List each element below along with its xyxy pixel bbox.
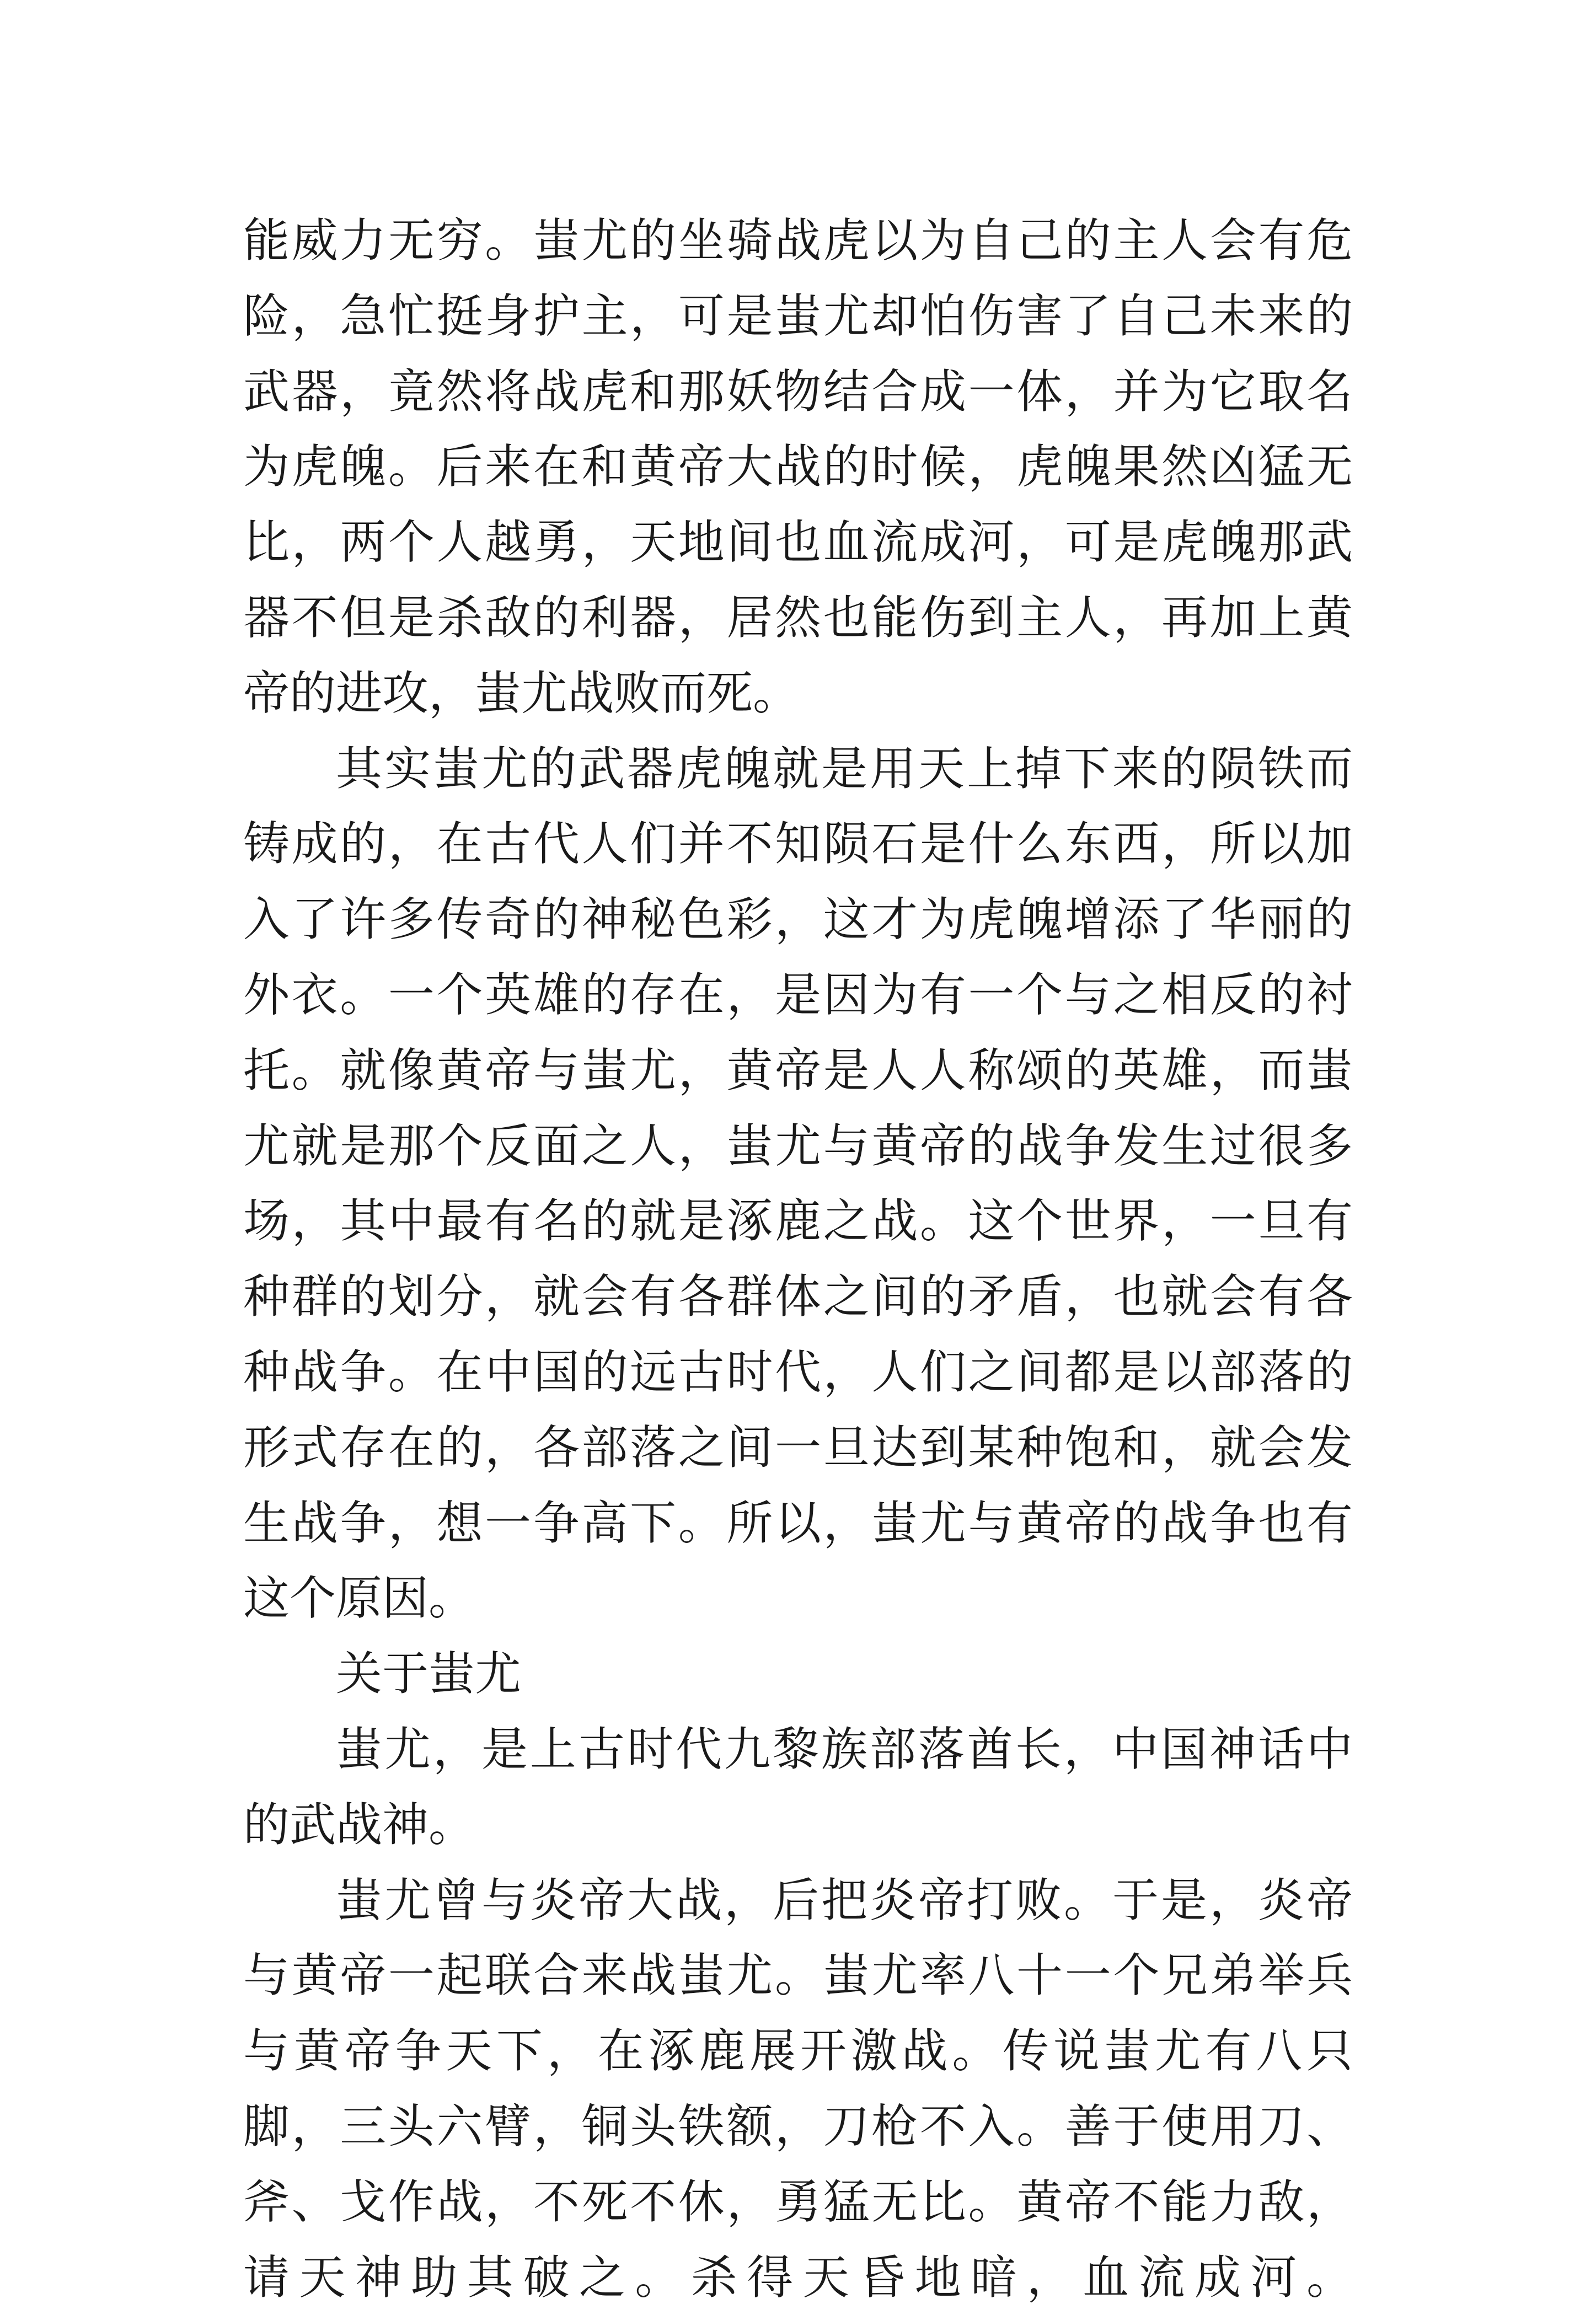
document-body: [243, 203, 1353, 2315]
paragraph-3: 蚩尤，是上古时代九黎族部落酋长，中国神话中的武战神。: [243, 1722, 1353, 1852]
paragraph-4: 蚩尤曾与炎帝大战，后把炎帝打败。于是，炎帝与黄帝一起联合来战蚩尤。蚩尤率八十一个兄弟举兵与黄帝争天下，在涿鹿展开激战。传说蚩尤有八只脚，三头六臂，铜头铁额，刀枪不入。善于使用刀、斧、戈作战，不死不休，勇猛无比。黄帝不能力敌，请天神助其破之。杀得天昏地暗，血流成河。: [243, 1873, 1353, 2305]
section-heading: 关于蚩尤: [336, 1647, 522, 1701]
paragraph-2: 其实蚩尤的武器虎魄就是用天上掉下来的陨铁而铸成的，在古代人们并不知陨石是什么东西，所以加入了许多传奇的神秘色彩，这才为虎魄增添了华丽的外衣。一个英雄的存在，是因为有一个与之相反的衬托。就像黄帝与蚩尤，黄帝是人人称颂的英雄，而蚩尤就是那个反面之人，蚩尤与黄帝的战争发生过很多场，其中最有名的就是涿鹿之战。这个世界，一旦有种群的划分，就会有各群体之间的矛盾，也就会有各种战争。在中国的远古时代，人们之间都是以部落的形式存在的，各部落之间一旦达到某种饱和，就会发生战争，想一争高下。所以，蚩尤与黄帝的战争也有这个原因。: [243, 741, 1353, 1626]
paragraph-1: 能威力无穷。蚩尤的坐骑战虎以为自己的主人会有危险，急忙挺身护主，可是蚩尤却怕伤害了自己未来的武器，竟然将战虎和那妖物结合成一体，并为它取名为虎魄。后来在和黄帝大战的时候，虎魄果然凶猛无比，两个人越勇，天地间也血流成河，可是虎魄那武器不但是杀敌的利器，居然也能伤到主人，再加上黄帝的进攻，蚩尤战败而死。: [243, 213, 1353, 720]
